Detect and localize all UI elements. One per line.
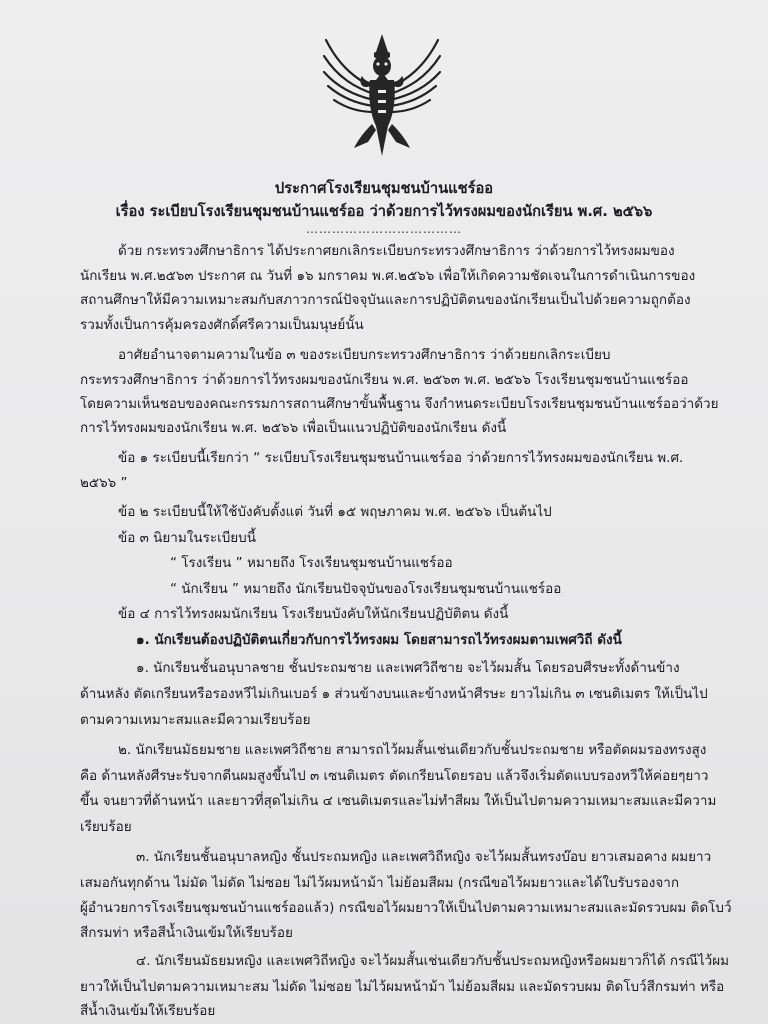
rule-line: ๒. นักเรียนมัธยมชาย และเพศวิถีชาย สามารถไว้ผมสั้นเช่นเดียวกับชั้นประถมชาย หรือตัดผมรองทรงสูง [118, 742, 707, 758]
clause-line: ข้อ ๔ การไว้ทรงผมนักเรียน โรงเรียนบังคับให้นักเรียนปฏิบัติตน ดังนี้ [118, 606, 509, 622]
paragraph-line: โดยความเห็นชอบของคณะกรรมการสถานศึกษาขั้นพื้นฐาน จึงกำหนดระเบียบโรงเรียนชุมชนบ้านแชร์ออว่าด้วย [80, 396, 719, 412]
rule-line: ๔. นักเรียนมัธยมหญิง และเพศวิถีหญิง จะไว้ผมสั้นเช่นเดียวกับชั้นประถมหญิงหรือผมยาวก็ได้ กรณีไว้ผม [136, 953, 730, 969]
clause-line: ๒๕๖๖ ” [80, 475, 128, 491]
paragraph-line: การไว้ทรงผมของนักเรียน พ.ศ. ๒๕๖๖ เพื่อเป็นแนวปฏิบัติของนักเรียน ดังนี้ [80, 420, 507, 436]
rule-line: ผู้อำนวยการโรงเรียนชุมชนบ้านแชร์ออแล้ว) กรณีขอไว้ผมยาวให้เป็นไปตามความเหมาะสมและมัดรวบผม ติดโบว์ [80, 900, 732, 916]
rule-line: ด้านหลัง ตัดเกรียนหรือรองหวีไม่เกินเบอร์ ๑ ส่วนข้างบนและข้างหน้าศีรษะ ยาวไม่เกิน ๓ เซนติเมตร ให้เป็นไป [80, 686, 708, 702]
divider-dots: ……………………………… [306, 222, 462, 236]
definition-line: “ โรงเรียน ” หมายถึง โรงเรียนชุมชนบ้านแชร์ออ [170, 555, 453, 571]
announcement-title: ประกาศโรงเรียนชุมชนบ้านแชร์ออ [274, 179, 494, 197]
rule-line: เรียบร้อย [80, 819, 132, 835]
clause-line: ข้อ ๑ ระเบียบนี้เรียกว่า “ ระเบียบโรงเรียนชุมชนบ้านแชร์ออ ว่าด้วยการไว้ทรงผมของนักเรียน พ.ศ. [118, 450, 684, 466]
rule-line: ยาวให้เป็นไปตามความเหมาะสม ไม่ดัด ไม่ซอย ไม่ไว้ผมหน้าม้า ไม่ย้อมสีผม และมัดรวบผม ติดโบว์สีกรมท่า หรือ [80, 979, 725, 995]
clause-line: ข้อ ๒ ระเบียบนี้ให้ใช้บังคับตั้งแต่ วันที่ ๑๕ พฤษภาคม พ.ศ. ๒๕๖๖ เป็นต้นไป [118, 504, 552, 520]
announcement-subject: เรื่อง ระเบียบโรงเรียนชุมชนบ้านแชร์ออ ว่าด้วยการไว้ทรงผมของนักเรียน พ.ศ. ๒๕๖๖ [115, 202, 653, 220]
paragraph-line: ด้วย กระทรวงศึกษาธิการ ได้ประกาศยกเลิกระเบียบกระทรวงศึกษาธิการ ว่าด้วยการไว้ทรงผมของ [118, 243, 675, 259]
rule-line: ๓. นักเรียนชั้นอนุบาลหญิง ชั้นประถมหญิง และเพศวิถีหญิง จะไว้ผมสั้นทรงบ๊อบ ยาวเสมอคาง ผมยาว [136, 849, 712, 865]
rule-line: ตามความเหมาะสมและมีความเรียบร้อย [80, 712, 311, 728]
section-heading: ๑. นักเรียนต้องปฏิบัติตนเกี่ยวกับการไว้ทรงผม โดยสามารถไว้ทรงผมตามเพศวิถี ดังนี้ [136, 632, 622, 648]
rule-line: ขึ้น จนยาวที่ด้านหน้า และยาวที่สุดไม่เกิน ๔ เซนติเมตรและไม่ทำสีผม ให้เป็นไปตามความเหมาะสมและมีความ [80, 793, 717, 809]
paragraph-line: กระทรวงศึกษาธิการ ว่าด้วยการไว้ทรงผมของนักเรียน พ.ศ. ๒๕๖๓ พ.ศ. ๒๕๖๖ โรงเรียนชุมชนบ้านแชร์ออ [80, 372, 689, 388]
paragraph-line: สถานศึกษาให้มีความเหมาะสมกับสภาวการณ์ปัจจุบันและการปฏิบัติตนของนักเรียนเป็นไปด้วยความถูกต้อง [80, 292, 691, 308]
rule-line: คือ ด้านหลังศีรษะรับจากตีนผมสูงขึ้นไป ๓ เซนติเมตร ตัดเกรียนโดยรอบ แล้วจึงเริ่มตัดแบบรองหวีให้ค่อยๆยาว [80, 768, 709, 784]
garuda-emblem-icon [318, 30, 446, 160]
rule-line: สีน้ำเงินเข้มให้เรียบร้อย [80, 1003, 216, 1019]
rule-line: สีกรมท่า หรือสีน้ำเงินเข้มให้เรียบร้อย [80, 925, 293, 941]
clause-line: ข้อ ๓ นิยามในระเบียบนี้ [118, 530, 256, 546]
rule-line: ๑. นักเรียนชั้นอนุบาลชาย ชั้นประถมชาย และเพศวิถีชาย จะไว้ผมสั้น โดยรอบศีรษะทั้งด้านข้าง [136, 660, 680, 676]
definition-line: “ นักเรียน ” หมายถึง นักเรียนปัจจุบันของโรงเรียนชุมชนบ้านแชร์ออ [170, 581, 562, 597]
paragraph-line: รวมทั้งเป็นการคุ้มครองศักดิ์ศรีความเป็นมนุษย์นั้น [80, 317, 364, 333]
paragraph-line: นักเรียน พ.ศ.๒๕๖๓ ประกาศ ณ วันที่ ๑๖ มกราคม พ.ศ.๒๕๖๖ เพื่อให้เกิดความชัดเจนในการดำเนินการของ [80, 268, 696, 284]
paragraph-line: อาศัยอำนาจตามความในข้อ ๓ ของระเบียบกระทรวงศึกษาธิการ ว่าด้วยยกเลิกระเบียบ [118, 347, 611, 363]
rule-line: เสมอกันทุกด้าน ไม่มัด ไม่ดัด ไม่ซอย ไม่ไว้ผมหน้าม้า ไม่ย้อมสีผม (กรณีขอไว้ผมยาวและได้ใบรับรองจาก [80, 875, 679, 891]
